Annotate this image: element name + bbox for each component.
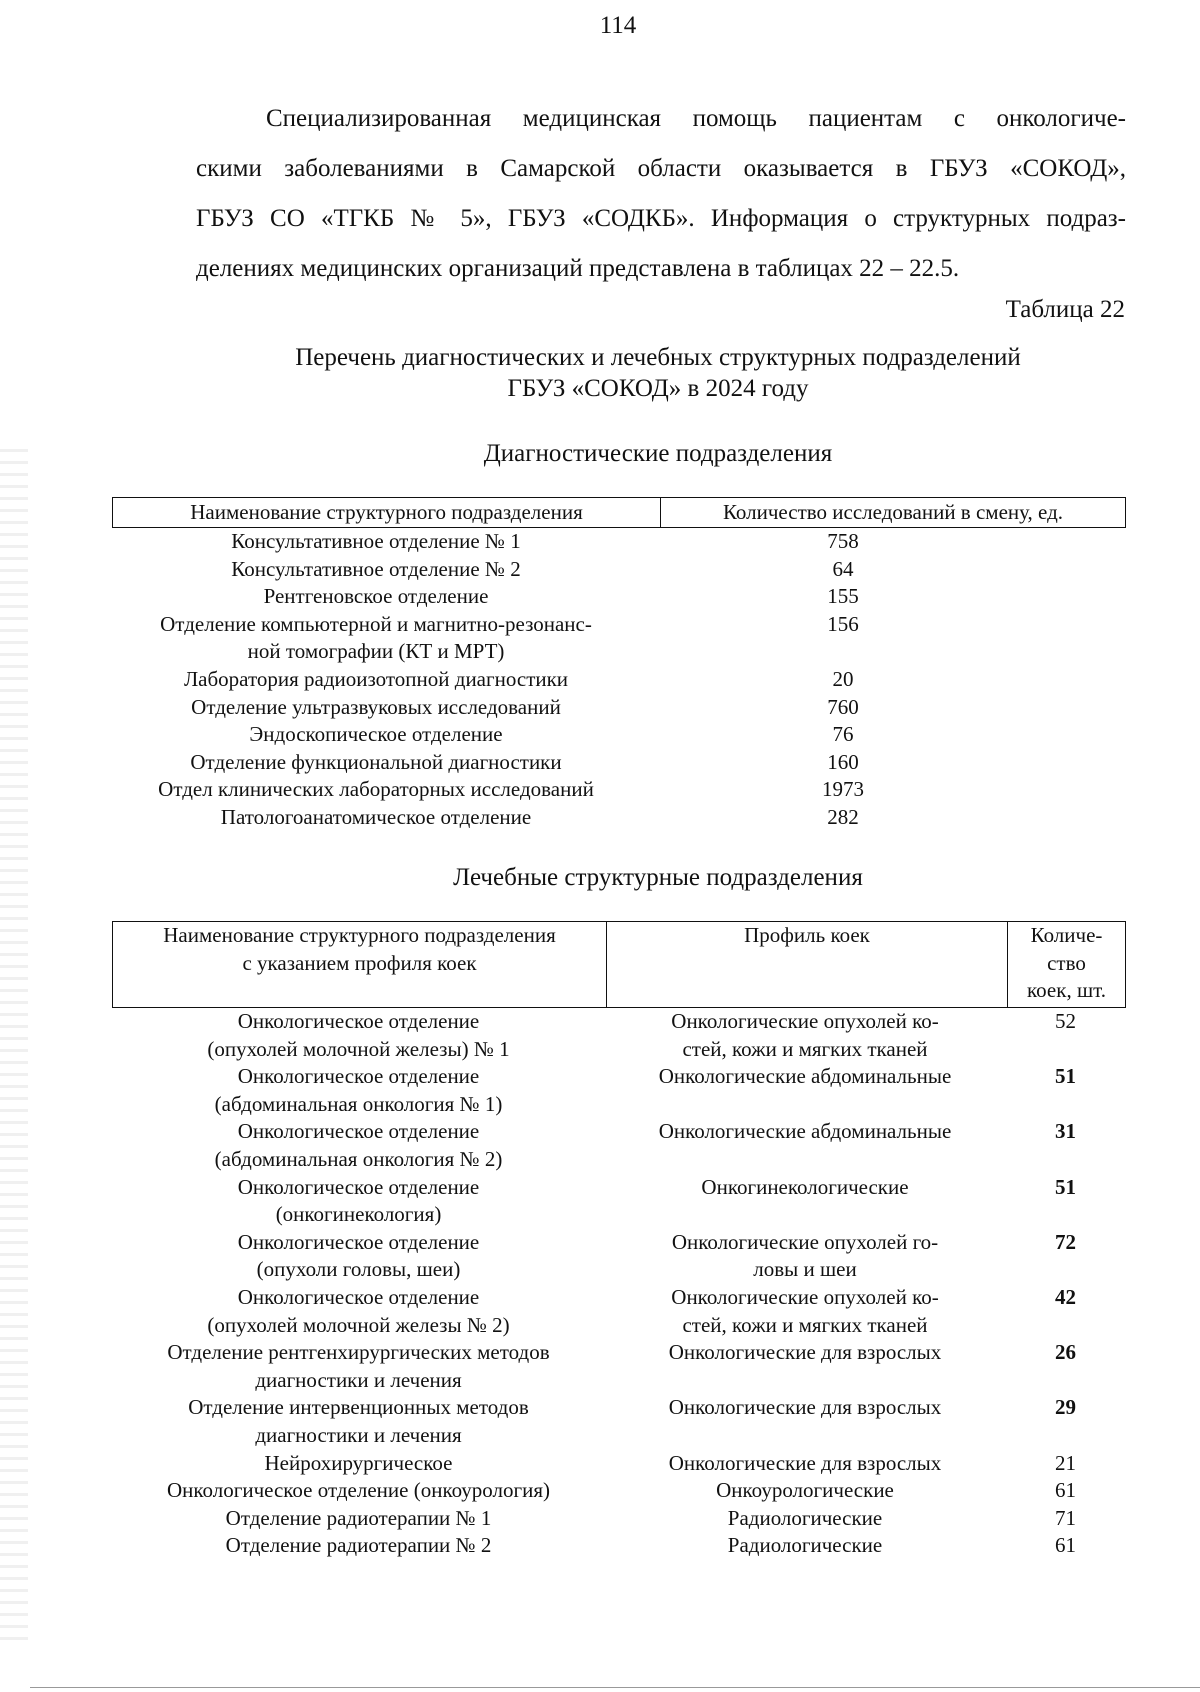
table-row bbox=[112, 1532, 1126, 1560]
unit-name-line: (абдоминальная онкология № 2) bbox=[214, 1146, 503, 1171]
unit-name: Эндоскопическое отделение bbox=[249, 722, 503, 747]
bed-profile: Онкологические для взрослых bbox=[668, 1340, 942, 1365]
intro-line: скими заболеваниями в Самарской области оказывается в ГБУЗ «СОКОД», bbox=[196, 155, 1126, 182]
unit-name-line: Онкологическое отделение bbox=[237, 1229, 480, 1254]
bed-profile: Онкологические абдоминальные bbox=[658, 1119, 952, 1144]
intro-line: ГБУЗ СО «ТГКБ № 5», ГБУЗ «СОДКБ». Информация о структурных подраз- bbox=[196, 205, 1126, 232]
bed-profile: Радиологические bbox=[727, 1533, 883, 1558]
bed-profile: Онкологические для взрослых bbox=[668, 1395, 942, 1420]
unit-name: Патологоанатомическое отделение bbox=[220, 804, 532, 829]
unit-value: 155 bbox=[827, 584, 859, 609]
unit-name-line: ной томографии (КТ и МРТ) bbox=[247, 639, 505, 664]
unit-name-line: (абдоминальная онкология № 1) bbox=[214, 1091, 503, 1116]
bed-profile: Онкологические для взрослых bbox=[668, 1450, 942, 1475]
table-row bbox=[112, 556, 1126, 584]
unit-value: 160 bbox=[827, 749, 859, 774]
unit-name: Онкологическое отделение (онкоурология) bbox=[166, 1478, 551, 1503]
unit-value: 156 bbox=[827, 611, 859, 636]
intro-paragraph bbox=[196, 94, 1126, 294]
unit-name: Отдел клинических лабораторных исследований bbox=[158, 777, 594, 802]
intro-line: Специализированная медицинская помощь пациентам с онкологиче- bbox=[266, 105, 1126, 132]
unit-name-line: (опухолей молочной железы) № 1 bbox=[207, 1036, 510, 1061]
bed-count: 71 bbox=[1055, 1505, 1076, 1530]
diagnostic-table bbox=[112, 497, 1126, 832]
bed-profile-line: стей, кожи и мягких тканей bbox=[682, 1036, 928, 1061]
unit-name-line: Онкологическое отделение bbox=[237, 1174, 480, 1199]
unit-name-line: диагностики и лечения bbox=[255, 1422, 462, 1447]
bed-profile bbox=[605, 1229, 1005, 1284]
bed-count: 29 bbox=[1055, 1395, 1076, 1420]
header-count: Количество исследований в смену, ед. bbox=[722, 500, 1064, 524]
table-row bbox=[112, 583, 1126, 611]
bed-count: 42 bbox=[1055, 1284, 1076, 1309]
table-row bbox=[112, 1339, 1126, 1394]
table-row bbox=[112, 694, 1126, 722]
header-line: Наименование структурного подразделения bbox=[163, 923, 556, 947]
table-row bbox=[112, 1008, 1126, 1063]
unit-name-line: Отделение рентгенхирургических методов bbox=[167, 1340, 550, 1365]
bed-count: 61 bbox=[1055, 1478, 1076, 1503]
bed-count: 31 bbox=[1055, 1119, 1076, 1144]
unit-name bbox=[112, 611, 640, 666]
unit-name-line: (опухолей молочной железы № 2) bbox=[207, 1312, 510, 1337]
table-title-line: Перечень диагностических и лечебных структурных подразделений bbox=[295, 344, 1021, 371]
treatment-table-header bbox=[112, 921, 1126, 1008]
bed-count: 72 bbox=[1055, 1229, 1076, 1254]
treatment-table bbox=[112, 921, 1126, 1560]
bed-profile-line: стей, кожи и мягких тканей bbox=[682, 1312, 928, 1337]
table-row bbox=[112, 666, 1126, 694]
diagnostic-section-title: Диагностические подразделения bbox=[483, 440, 833, 467]
unit-value: 20 bbox=[832, 666, 854, 691]
unit-name: Отделение ультразвуковых исследований bbox=[191, 694, 561, 719]
diagnostic-table-header bbox=[112, 497, 1126, 528]
bed-profile bbox=[605, 1008, 1005, 1063]
bed-count: 51 bbox=[1055, 1174, 1076, 1199]
scan-bottom-line bbox=[30, 1687, 1200, 1688]
table-title-line: ГБУЗ «СОКОД» в 2024 году bbox=[507, 375, 809, 402]
unit-name-line: Отделение интервенционных методов bbox=[188, 1395, 529, 1420]
table-row bbox=[112, 1118, 1126, 1173]
table-row bbox=[112, 528, 1126, 556]
intro-line: делениях медицинских организаций представлена в таблицах 22 – 22.5. bbox=[196, 255, 960, 282]
table-row bbox=[112, 749, 1126, 777]
unit-name: Отделение функциональной диагностики bbox=[190, 749, 562, 774]
unit-value: 1973 bbox=[822, 777, 864, 802]
table-row bbox=[112, 1394, 1126, 1449]
header-line: ство bbox=[1047, 950, 1086, 975]
bed-count: 21 bbox=[1055, 1450, 1076, 1475]
bed-profile: Онкологические абдоминальные bbox=[658, 1064, 952, 1089]
table-row bbox=[112, 721, 1126, 749]
unit-name-line: Онкологическое отделение bbox=[237, 1064, 480, 1089]
bed-profile-line: ловы и шеи bbox=[753, 1257, 857, 1282]
unit-value: 64 bbox=[832, 556, 854, 581]
table-row bbox=[112, 776, 1126, 804]
unit-name: Отделение радиотерапии № 2 bbox=[225, 1533, 492, 1558]
header-name bbox=[113, 922, 607, 1007]
unit-name bbox=[112, 1339, 605, 1394]
unit-name: Лаборатория радиоизотопной диагностики bbox=[183, 666, 569, 691]
unit-name bbox=[112, 1063, 605, 1118]
bed-profile: Радиологические bbox=[727, 1505, 883, 1530]
header-line: коек, шт. bbox=[1027, 978, 1106, 1002]
unit-name-line: (онкогинекология) bbox=[275, 1202, 442, 1227]
unit-name: Консультативное отделение № 2 bbox=[231, 556, 521, 581]
unit-name bbox=[112, 1118, 605, 1173]
table-row bbox=[112, 1174, 1126, 1229]
table-row bbox=[112, 1063, 1126, 1118]
table-row bbox=[112, 1284, 1126, 1339]
table-row bbox=[112, 1450, 1126, 1478]
unit-value: 76 bbox=[832, 722, 854, 747]
unit-name: Отделение радиотерапии № 1 bbox=[225, 1505, 492, 1530]
scan-edge-artifact bbox=[0, 440, 28, 1640]
table-row bbox=[112, 611, 1126, 666]
table-row bbox=[112, 1505, 1126, 1533]
unit-name-line: (опухоли головы, шеи) bbox=[256, 1257, 461, 1282]
table-row bbox=[112, 1477, 1126, 1505]
table-title bbox=[0, 342, 1200, 404]
header-count bbox=[1008, 922, 1125, 1007]
unit-name bbox=[112, 1229, 605, 1284]
unit-value: 760 bbox=[827, 694, 859, 719]
unit-name bbox=[112, 1394, 605, 1449]
unit-name-line: Онкологическое отделение bbox=[237, 1009, 480, 1033]
header-profile: Профиль коек bbox=[607, 922, 1008, 1007]
header-line: Количе- bbox=[1030, 923, 1103, 947]
unit-value: 758 bbox=[827, 529, 859, 553]
bed-count: 52 bbox=[1055, 1009, 1076, 1033]
bed-profile: Онкоурологические bbox=[716, 1478, 894, 1503]
bed-profile-line: Онкологические опухолей ко- bbox=[671, 1009, 939, 1033]
unit-name-line: Онкологическое отделение bbox=[237, 1119, 480, 1144]
table-row bbox=[112, 804, 1126, 832]
unit-name-line: Онкологическое отделение bbox=[237, 1284, 480, 1309]
header-line: с указанием профиля коек bbox=[242, 950, 477, 975]
unit-name bbox=[112, 1174, 605, 1229]
page-number: 114 bbox=[599, 12, 637, 39]
treatment-section-title: Лечебные структурные подразделения bbox=[453, 864, 863, 891]
bed-profile-line: Онкологические опухолей ко- bbox=[671, 1284, 939, 1309]
bed-count: 51 bbox=[1055, 1064, 1076, 1089]
unit-name: Нейрохирургическое bbox=[264, 1450, 453, 1475]
table-row bbox=[112, 1229, 1126, 1284]
bed-count: 26 bbox=[1055, 1340, 1076, 1365]
bed-profile: Онкогинекологические bbox=[701, 1174, 909, 1199]
bed-count: 61 bbox=[1055, 1533, 1076, 1558]
unit-name-line: диагностики и лечения bbox=[255, 1367, 462, 1392]
unit-value: 282 bbox=[827, 804, 859, 829]
bed-profile-line: Онкологические опухолей го- bbox=[671, 1229, 939, 1254]
unit-name: Консультативное отделение № 1 bbox=[231, 529, 521, 553]
unit-name-line: Отделение компьютерной и магнитно-резонанс- bbox=[160, 611, 592, 636]
unit-name: Рентгеновское отделение bbox=[263, 584, 489, 609]
unit-name bbox=[112, 1284, 605, 1339]
header-name: Наименование структурного подразделения bbox=[113, 498, 661, 527]
table-label: Таблица 22 bbox=[1005, 296, 1125, 323]
unit-name bbox=[112, 1008, 605, 1063]
bed-profile bbox=[605, 1284, 1005, 1339]
